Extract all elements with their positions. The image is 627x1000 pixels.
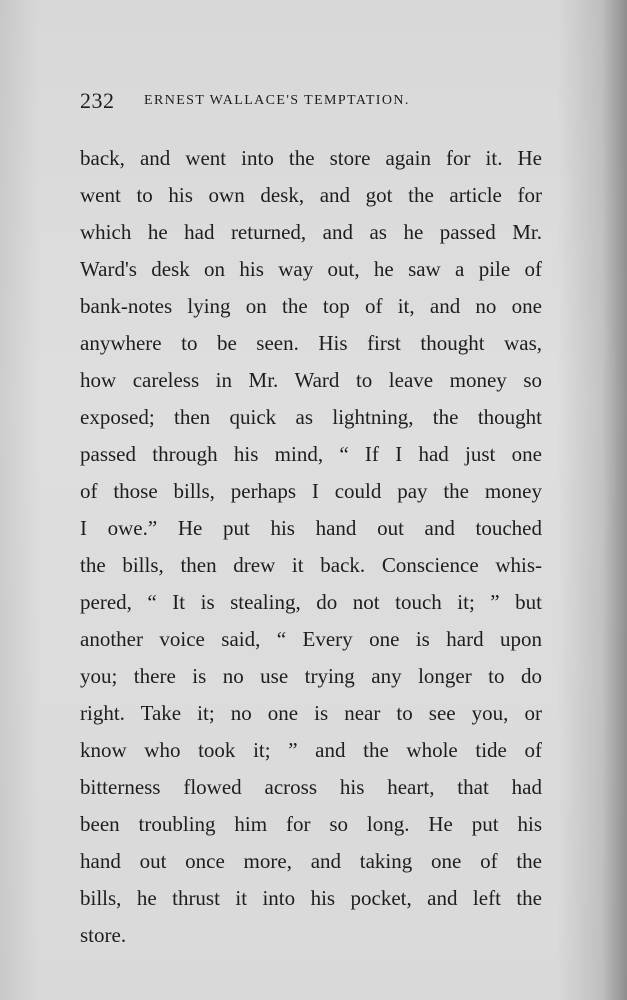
page-number: 232 bbox=[80, 88, 115, 113]
text-line: of those bills, perhaps I could pay the money bbox=[80, 479, 542, 503]
text-line: store. bbox=[80, 923, 127, 947]
text-line: been troubling him for so long. He put his bbox=[80, 812, 542, 836]
text-line: bitterness flowed across his heart, that had bbox=[80, 775, 542, 799]
text-line: I owe.” He put his hand out and touched bbox=[80, 516, 542, 540]
text-line: how careless in Mr. Ward to leave money so bbox=[80, 368, 542, 392]
body-text bbox=[80, 140, 542, 954]
text-line: went to his own desk, and got the article for bbox=[80, 183, 542, 207]
text-line: back, and went into the store again for it. He bbox=[80, 146, 542, 170]
text-line: exposed; then quick as lightning, the thought bbox=[80, 405, 542, 429]
text-line: hand out once more, and taking one of the bbox=[80, 849, 542, 873]
text-line: bills, he thrust it into his pocket, and left the bbox=[80, 886, 542, 910]
text-line: anywhere to be seen. His first thought was, bbox=[80, 331, 542, 355]
text-line: bank-notes lying on the top of it, and no one bbox=[80, 294, 542, 318]
text-line: which he had returned, and as he passed Mr. bbox=[80, 220, 542, 244]
text-line: passed through his mind, “ If I had just one bbox=[80, 442, 542, 466]
text-line: another voice said, “ Every one is hard upon bbox=[80, 627, 542, 651]
text-line: know who took it; ” and the whole tide of bbox=[80, 738, 542, 762]
text-line: the bills, then drew it back. Conscience whis- bbox=[80, 553, 542, 577]
text-line: you; there is no use trying any longer to do bbox=[80, 664, 542, 688]
text-line: right. Take it; no one is near to see you, or bbox=[80, 701, 542, 725]
text-line: Ward's desk on his way out, he saw a pile of bbox=[80, 257, 542, 281]
page-header bbox=[80, 88, 550, 118]
text-line: pered, “ It is stealing, do not touch it; ” but bbox=[80, 590, 542, 614]
running-title: ERNEST WALLACE'S TEMPTATION. bbox=[144, 93, 410, 108]
